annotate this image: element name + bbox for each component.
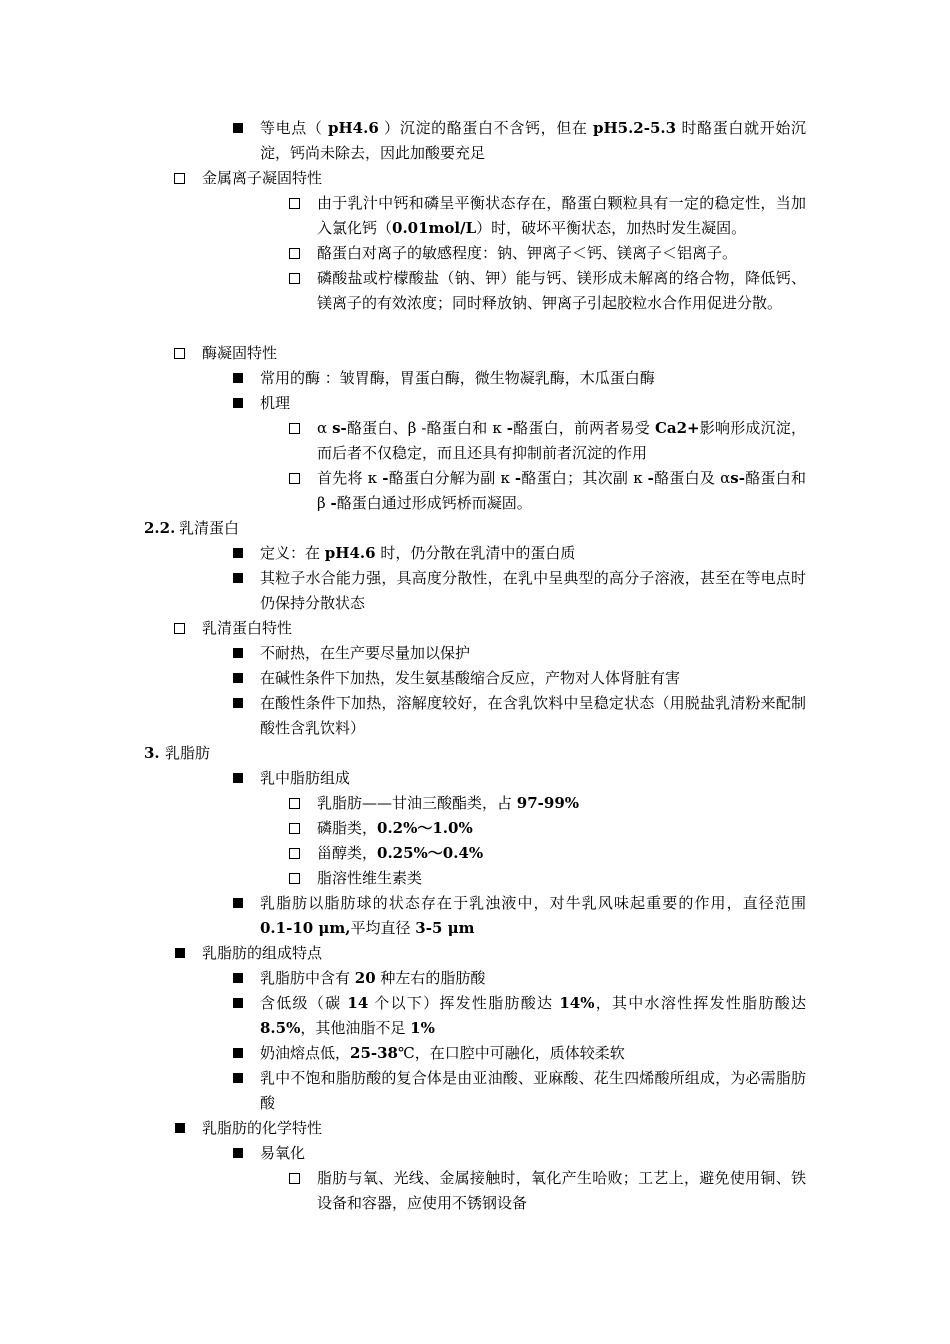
- list-item: [0, 841, 950, 866]
- item-text: 等电点（ pH4.6 ）沉淀的酪蛋白不含钙，但在 pH5.2-5.3 时酪蛋白就开始沉淀，钙尚未除去，因此加酸要充足: [260, 119, 806, 162]
- item-text: 磷酸盐或柠檬酸盐（钠、钾）能与钙、镁形成未解离的络合物，降低钙、镁离子的有效浓度；同时释放钠、钾离子引起胶粒水合作用促进分散。: [317, 269, 806, 312]
- list-item: [0, 866, 950, 891]
- item-text: 乳脂肪的组成特点: [202, 944, 323, 962]
- filled-square-bullet-icon: [232, 641, 248, 666]
- item-text: 乳脂肪以脂肪球的状态存在于乳浊液中，对牛乳风味起重要的作用，直径范围 0.1-10 μm,平均直径 3-5 μm: [260, 894, 806, 937]
- list-item: [0, 116, 950, 166]
- list-item: [0, 391, 950, 416]
- filled-square-bullet-icon: [232, 1066, 248, 1091]
- list-item: [0, 416, 950, 466]
- hollow-square-bullet-icon: [289, 266, 305, 291]
- list-item: [0, 341, 950, 366]
- filled-square-bullet-icon: [232, 116, 248, 141]
- item-text: 机理: [260, 394, 291, 412]
- item-text: 乳脂肪: [165, 744, 211, 762]
- hollow-square-bullet-icon: [289, 841, 305, 866]
- list-item: [0, 941, 950, 966]
- item-text: 乳中不饱和脂肪酸的复合体是由亚油酸、亚麻酸、花生四烯酸所组成，为必需脂肪酸: [260, 1069, 806, 1112]
- section-number: 2.2.: [144, 519, 176, 537]
- item-text: 易氧化: [260, 1144, 306, 1162]
- item-text: 在碱性条件下加热，发生氨基酸缩合反应，产物对人体肾脏有害: [260, 669, 681, 687]
- list-item: [0, 1041, 950, 1066]
- list-item: [0, 1066, 950, 1116]
- item-text: 脂肪与氧、光线、金属接触时，氧化产生哈败；工艺上，避免使用铜、铁设备和容器，应使用不锈钢设备: [317, 1169, 806, 1212]
- item-text: 甾醇类，0.25%～0.4%: [317, 844, 484, 862]
- item-text: 乳清蛋白: [179, 519, 240, 537]
- item-text: 不耐热，在生产要尽量加以保护: [260, 644, 471, 662]
- item-text: 在酸性条件下加热，溶解度较好，在含乳饮料中呈稳定状态（用脱盐乳清粉来配制酸性含乳饮料）: [260, 694, 806, 737]
- filled-square-bullet-icon: [232, 966, 248, 991]
- list-item: [0, 616, 950, 641]
- list-item: [0, 1116, 950, 1141]
- list-item: [0, 766, 950, 791]
- filled-square-bullet-icon: [232, 691, 248, 716]
- item-text: 乳脂肪中含有 20 种左右的脂肪酸: [260, 969, 486, 987]
- filled-square-bullet-icon: [232, 366, 248, 391]
- list-item: [0, 641, 950, 666]
- filled-square-bullet-icon: [232, 891, 248, 916]
- list-item: [0, 241, 950, 266]
- hollow-square-bullet-icon: [289, 866, 305, 891]
- filled-square-bullet-icon: [232, 1041, 248, 1066]
- item-text: 含低级（碳 14 个以下）挥发性脂肪酸达 14%，其中水溶性挥发性脂肪酸达 8.5%，其他油脂不足 1%: [260, 994, 806, 1037]
- item-text: 脂溶性维生素类: [317, 869, 423, 887]
- filled-square-bullet-icon: [232, 1141, 248, 1166]
- item-text: 乳清蛋白特性: [202, 619, 293, 637]
- hollow-square-bullet-icon: [289, 816, 305, 841]
- list-item: [0, 466, 950, 516]
- item-text: 其粒子水合能力强，具高度分散性，在乳中呈典型的高分子溶液，甚至在等电点时仍保持分散状态: [260, 569, 806, 612]
- hollow-square-bullet-icon: [174, 616, 190, 641]
- item-text: α s-酪蛋白、β -酪蛋白和 κ -酪蛋白，前两者易受 Ca2+影响形成沉淀，而后者不仅稳定，而且还具有抑制前者沉淀的作用: [317, 419, 806, 462]
- item-text: 常用的酶 ：皱胃酶，胃蛋白酶，微生物凝乳酶，木瓜蛋白酶: [260, 369, 655, 387]
- hollow-square-bullet-icon: [289, 1166, 305, 1191]
- list-item: [0, 366, 950, 391]
- hollow-square-bullet-icon: [289, 191, 305, 216]
- item-text: 金属离子凝固特性: [202, 169, 323, 187]
- hollow-square-bullet-icon: [289, 791, 305, 816]
- list-item: [0, 166, 950, 191]
- list-item: [0, 1141, 950, 1166]
- filled-square-bullet-icon: [232, 766, 248, 791]
- item-text: 奶油熔点低，25-38℃，在口腔中可融化，质体较柔软: [260, 1044, 625, 1062]
- list-item: [0, 666, 950, 691]
- list-item: [0, 1166, 950, 1216]
- filled-square-bullet-icon: [232, 391, 248, 416]
- list-item: [0, 691, 950, 741]
- hollow-square-bullet-icon: [289, 416, 305, 441]
- list-item: [0, 991, 950, 1041]
- item-text: 乳脂肪——甘油三酸酯类，占 97-99%: [317, 794, 580, 812]
- filled-square-bullet-icon: [232, 566, 248, 591]
- item-text: 乳中脂肪组成: [260, 769, 351, 787]
- filled-square-bullet-icon: [174, 941, 190, 966]
- item-text: 磷脂类，0.2%～1.0%: [317, 819, 473, 837]
- item-text: 由于乳汁中钙和磷呈平衡状态存在，酪蛋白颗粒具有一定的稳定性，当加入氯化钙（0.01mol/L）时，破坏平衡状态，加热时发生凝固。: [317, 194, 806, 237]
- filled-square-bullet-icon: [232, 666, 248, 691]
- list-item: [0, 966, 950, 991]
- hollow-square-bullet-icon: [174, 341, 190, 366]
- item-text: 酪蛋白对离子的敏感程度：钠、钾离子＜钙、镁离子＜铝离子。: [317, 244, 738, 262]
- list-item: [0, 566, 950, 616]
- hollow-square-bullet-icon: [289, 241, 305, 266]
- section-heading: [0, 516, 950, 541]
- hollow-square-bullet-icon: [289, 466, 305, 491]
- list-item: [0, 191, 950, 241]
- list-item: [0, 891, 950, 941]
- list-item: [0, 266, 950, 341]
- filled-square-bullet-icon: [232, 991, 248, 1016]
- list-item: [0, 541, 950, 566]
- item-text: 乳脂肪的化学特性: [202, 1119, 323, 1137]
- hollow-square-bullet-icon: [174, 166, 190, 191]
- filled-square-bullet-icon: [232, 541, 248, 566]
- list-item: [0, 791, 950, 816]
- document-body: [0, 116, 950, 1216]
- item-text: 定义：在 pH4.6 时，仍分散在乳清中的蛋白质: [260, 544, 576, 562]
- item-text: 首先将 κ -酪蛋白分解为副 κ -酪蛋白；其次副 κ -酪蛋白及 αs-酪蛋白和 β -酪蛋白通过形成钙桥而凝固。: [317, 469, 806, 512]
- section-heading: [0, 741, 950, 766]
- list-item: [0, 816, 950, 841]
- item-text: 酶凝固特性: [202, 344, 278, 362]
- section-number: 3.: [144, 744, 160, 762]
- filled-square-bullet-icon: [174, 1116, 190, 1141]
